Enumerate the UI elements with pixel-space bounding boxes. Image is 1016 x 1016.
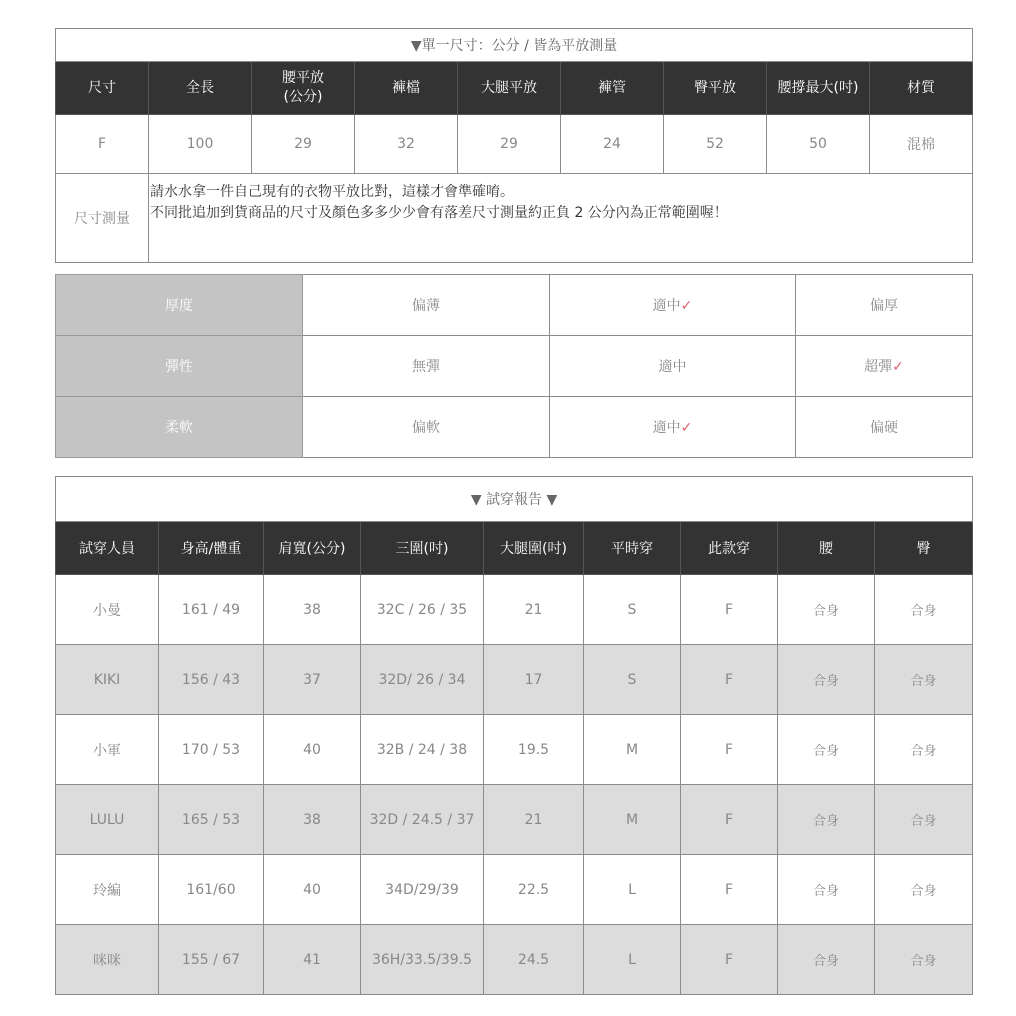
fit-cell: 40 (264, 715, 361, 785)
fabric-option-text: 偏軟 (412, 420, 440, 436)
fit-cell: 合身 (875, 645, 973, 715)
fabric-option (796, 397, 973, 458)
fit-cell: 41 (264, 925, 361, 995)
size-table (55, 28, 973, 263)
fabric-option (303, 397, 550, 458)
fit-cell: 合身 (875, 925, 973, 995)
fabric-label: 柔軟 (56, 397, 303, 458)
fit-cell: 36H/33.5/39.5 (361, 925, 484, 995)
fit-header-cell: 平時穿 (584, 522, 681, 575)
fabric-option (550, 336, 796, 397)
fit-header-cell: 三圍(吋) (361, 522, 484, 575)
fit-cell: 161 / 49 (159, 575, 264, 645)
fit-cell: 170 / 53 (159, 715, 264, 785)
fit-cell: M (584, 785, 681, 855)
table-row (56, 785, 973, 855)
fabric-option (550, 397, 796, 458)
fabric-row-elasticity (56, 336, 973, 397)
fit-cell: 玲編 (56, 855, 159, 925)
size-cell: 50 (767, 115, 870, 174)
fit-cell: 155 / 67 (159, 925, 264, 995)
size-cell: F (56, 115, 149, 174)
fit-cell: F (681, 855, 778, 925)
fabric-option-text: 適中 (652, 420, 681, 436)
fit-cell: 合身 (875, 575, 973, 645)
fit-cell: F (681, 575, 778, 645)
size-cell: 29 (252, 115, 355, 174)
fabric-option (303, 336, 550, 397)
fit-cell: 32D/ 26 / 34 (361, 645, 484, 715)
fit-cell: L (584, 925, 681, 995)
fabric-option-text: 適中 (652, 298, 681, 314)
fabric-option (796, 336, 973, 397)
fit-cell: LULU (56, 785, 159, 855)
fit-cell: 165 / 53 (159, 785, 264, 855)
fit-header-cell: 臀 (875, 522, 973, 575)
size-header-cell: 材質 (870, 62, 973, 115)
fabric-option-text: 適中 (658, 359, 687, 375)
fit-cell: 合身 (778, 575, 875, 645)
measurement-note-label: 尺寸測量 (56, 174, 149, 263)
fit-cell: F (681, 645, 778, 715)
fabric-option-text: 無彈 (412, 359, 440, 375)
fit-cell: 小軍 (56, 715, 159, 785)
measurement-note-line: 不同批追加到貨商品的尺寸及顏色多多少少會有落差尺寸測量約正負 2 公分內為正常範圍喔！ (150, 205, 728, 221)
fit-cell: F (681, 925, 778, 995)
fit-cell: 24.5 (484, 925, 584, 995)
fit-cell: 161/60 (159, 855, 264, 925)
fit-cell: 合身 (875, 855, 973, 925)
fit-cell: S (584, 575, 681, 645)
fit-cell: 合身 (778, 645, 875, 715)
fit-cell: S (584, 645, 681, 715)
fit-cell: 21 (484, 575, 584, 645)
fabric-row-thickness (56, 275, 973, 336)
size-cell: 100 (149, 115, 252, 174)
fit-cell: 合身 (778, 785, 875, 855)
fit-cell: 156 / 43 (159, 645, 264, 715)
fit-cell: 32D / 24.5 / 37 (361, 785, 484, 855)
fit-cell: 32B / 24 / 38 (361, 715, 484, 785)
fit-cell: 38 (264, 575, 361, 645)
size-header-cell: 腰撐最大(吋) (767, 62, 870, 115)
fit-cell: 37 (264, 645, 361, 715)
size-cell: 52 (664, 115, 767, 174)
fit-cell: 17 (484, 645, 584, 715)
fit-cell: 19.5 (484, 715, 584, 785)
table-row (56, 855, 973, 925)
fabric-option (550, 275, 796, 336)
size-header-cell: 褲管 (561, 62, 664, 115)
size-cell: 29 (458, 115, 561, 174)
table-row (56, 645, 973, 715)
size-cell: 混棉 (870, 115, 973, 174)
fit-cell: L (584, 855, 681, 925)
size-header-cell: 全長 (149, 62, 252, 115)
fit-cell: 21 (484, 785, 584, 855)
fit-report-table (55, 476, 973, 995)
table-row (56, 715, 973, 785)
fit-header-cell: 腰 (778, 522, 875, 575)
fit-cell: M (584, 715, 681, 785)
fit-header-cell: 大腿圍(吋) (484, 522, 584, 575)
size-table-header-row (56, 62, 973, 115)
fit-cell: 合身 (778, 855, 875, 925)
check-icon: ✓ (680, 420, 693, 436)
size-cell: 24 (561, 115, 664, 174)
fabric-option (796, 275, 973, 336)
fit-cell: 咪咪 (56, 925, 159, 995)
size-header-cell: 大腿平放 (458, 62, 561, 115)
fabric-option-text: 偏硬 (870, 420, 898, 436)
fit-header-cell: 此款穿 (681, 522, 778, 575)
size-table-caption: ▼單一尺寸：公分 / 皆為平放測量 (56, 29, 973, 62)
size-header-cell: 褲檔 (355, 62, 458, 115)
fit-cell: 38 (264, 785, 361, 855)
fit-report-header-row (56, 522, 973, 575)
fit-cell: 32C / 26 / 35 (361, 575, 484, 645)
fit-cell: 34D/29/39 (361, 855, 484, 925)
check-icon: ✓ (892, 359, 904, 375)
size-header-cell: 腰平放 (公分) (252, 62, 355, 115)
fabric-label: 厚度 (56, 275, 303, 336)
table-row (56, 575, 973, 645)
fit-header-cell: 肩寬(公分) (264, 522, 361, 575)
fabric-option-text: 超彈 (864, 359, 893, 375)
size-cell: 32 (355, 115, 458, 174)
fabric-option (303, 275, 550, 336)
fabric-label: 彈性 (56, 336, 303, 397)
size-header-cell: 臀平放 (664, 62, 767, 115)
size-header-cell: 尺寸 (56, 62, 149, 115)
fit-header-cell: 身高/體重 (159, 522, 264, 575)
check-icon: ✓ (680, 298, 693, 314)
fit-header-cell: 試穿人員 (56, 522, 159, 575)
measurement-note (149, 174, 973, 263)
fit-cell: 小曼 (56, 575, 159, 645)
fit-cell: 22.5 (484, 855, 584, 925)
fit-cell: 合身 (875, 715, 973, 785)
fabric-option-text: 偏厚 (870, 298, 898, 314)
size-table-row (56, 115, 973, 174)
fit-cell: 40 (264, 855, 361, 925)
fit-cell: F (681, 715, 778, 785)
fabric-row-softness (56, 397, 973, 458)
measurement-note-line: 請水水拿一件自己現有的衣物平放比對，這樣才會準確唷。 (150, 184, 514, 200)
fit-report-caption: ▼ 試穿報告 ▼ (56, 477, 973, 522)
fit-cell: 合身 (875, 785, 973, 855)
fit-cell: F (681, 785, 778, 855)
fabric-attributes-table (55, 274, 973, 458)
fit-cell: 合身 (778, 715, 875, 785)
fit-cell: 合身 (778, 925, 875, 995)
measurement-note-row (56, 174, 973, 263)
table-row (56, 925, 973, 995)
fit-cell: KIKI (56, 645, 159, 715)
fabric-option-text: 偏薄 (412, 298, 440, 314)
